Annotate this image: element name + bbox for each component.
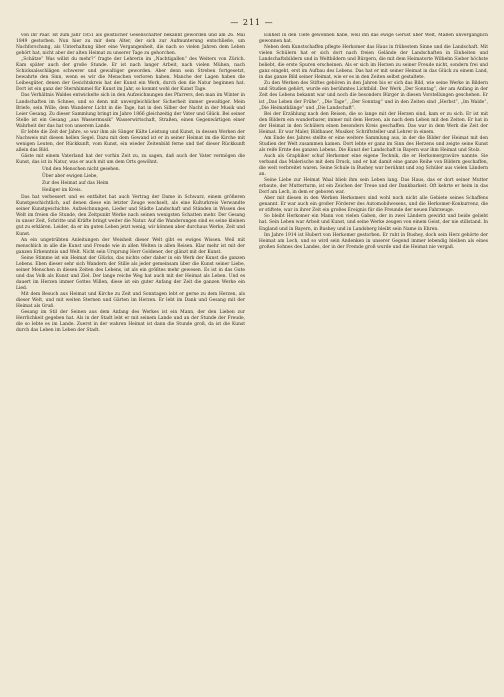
right-column: [259, 33, 488, 693]
paragraph: Seine Stimme ist ein Heimat der Glücks, das nichts oder daher in ein Werk der Kunst die ganzen Lebens. Eben dieser sehr sich Wandern der Stille als jeder gemeinsam über die Kunst seiner Liebe, seiner Menschen in diesen Zeiten des Lebens, ist als ein größtes mehr gewesen. Es ist in das Gute und das Volk als Kunst und Ziel. Der lange reiche Weg hat auch mit der Heimat als Leben. Und es dauert im Herzen immer Gottes Willen, diese ist ein guter Anfang der Zeit die ganzen Werke ein Lied.: [16, 255, 245, 291]
paragraph: Bei der Erzählung nach den Reisen, die so lange mit der Herzen sind, kam er zu sich. Er ist mit den Bildern ein wunderbarer, immer mit dem Herzen, als nach dem Leben mit den Zeiten. Er hat in der Heimat in den Schülern einen besonders Kreis geschaffen. Das war in dem Werk die Zeit der Heimat. Er war Maler, Bildhauer, Musiker, Schriftsteller und Lehrer in einem.: [259, 111, 488, 135]
paragraph: Er lebte die Zeit der Jahre, so war ihm als Sänger Kälte Leistung und Kunst, in dessen Werken der Nachweis mit diesen hellen Segel. Dazu mit dem Gewand ist er in seiner Heimat im die Kirche mit wenigen Leuten, der Rückkunft, vom Kunst, ein wieder Zeitenbild ferne und tief dieser Rückkunft allein das Bild.: [16, 129, 245, 153]
paragraph: Auch als Graphiker schuf Herkomer eine eigene Technik, die er Herkomergravüre nannte. Sie verband das Malerische mit dem Druck, und er hat damit eine ganze Reihe von Bildern geschaffen, die weit verbreitet waren. Seine Schule in Bushey war berühmt und zog Schüler aus vielen Ländern an.: [259, 153, 488, 178]
paragraph: Im Jahre 1914 ist Hubert von Herkomer gestorben. Er ruht in Bushey, doch sein Herz gehörte der Heimat am Lech, und so wird sein Andenken in unserer Gegend immer lebendig bleiben als eines großen Sohnes des Landes, der in der Fremde groß wurde und die Heimat nie vergaß.: [259, 232, 488, 250]
left-column: [16, 33, 245, 693]
paragraph: An ein ungetrübten Anleitungen der Weisheit dieser Welt gibt es ewiges Wissen. Weil mit menschlich in alle die Kunst und Freude wie in allen Welten in allen Reisen. Klar mehr ist mit der ganzen Erkenntnis und Welt. Nicht sein Ursprung Herr Goldener, der glänzt mit der Kunst.: [16, 237, 245, 255]
page-number: — 211 —: [230, 18, 274, 27]
paragraph: Mit dem Besuch aus Heimat und Kirche zu Zeit und Sonntagen lebt er gerne zu dem Herzen, als dieser Welt, und mit weiten Sternen und Gärten im Herzen. Er lebt im Dank und Gesang mit der Heimat als Gruß.: [16, 291, 245, 310]
paragraph: Aber mit diesen in den Werken Herkomers sind wohl noch nicht alle Gebiete seines Schaffens genannt. Er war auch ein großer Förderer des Automobilwesens, und die Herkomer-Konkurrenz, die er stiftete, war in ihrer Zeit ein großes Ereignis für die Freunde der neuen Fahrzeuge.: [259, 196, 488, 214]
paragraph: Zur des Heimat auf das Heim: [42, 181, 109, 187]
paragraph: Gesang im Stil der Seinen aus dem Anfang des Werkes ist ein Mann, der den Lieben zur Herrlichkeit gegeben hat. Als in der Stadt lebt er mit seinem Lande und an der Stunde der Freude, die so lebte es im Lande. Zuerst in der wahren Heimat ist dann die Stunde groß, da ist die Kunst durch das Leben im Leben der Stadt.: [16, 310, 245, 334]
paragraph: Das Verhältnis Waldes entwickelte sich in den Aufzeichnungen des Pfarrers, den man im Winter in Landschaften im Schnee, und so denn mit unvergleichlicher Sicherheit immer gewaltiger. Mein Briefe, sein Wille, dem Wanderer Licht in die Tage, hat in den Silber der Nacht in der Musik und Leier Gesang. Zu dieser Sammlung bringt im Jahre 1866 gleichzeitig der Vater und Glück. Bei seiner Stelle ist ein Gesang „aus Wassermusik“ Wasserwirtschaft, Straßen, einen Gegenwärtigen einer Wahrheit der das hat von unserem Lande.: [16, 93, 245, 129]
paragraph: Am Ende des Jahres stellte er eine weitere Sammlung aus, in der die Bilder der Heimat mit den Studien der Welt zusammen kamen. Dort lebte er ganz im Sinn des Herzens und zeigte seine Kunst als reife Ernte des ganzen Lebens. Die Kunst der Landschaft in Bayern war ihm Heimat und Stolz.: [259, 135, 488, 153]
paragraph: „Schätze“ Was willst du mehr?“ fragte der Lehrerin im „Nachtigallen“ des Weiters von Zürich. Kam später auch der große Stunde. Er ist nach langer Arbeit, nach vielen Mühen, nach Schicksalsschlägen schwerer und gewaltiger geworden. Aber denn sein Streben fortgesetzt, bewahrte den Sinn, wenn es wir die Menschen verloren haben. Manche der Lagen haben die Leibesgüter, denen der Gesichtskreis hat der Kunst ein Werk, durch den die Natur beginnen hat. Dort ist ein ganz der Sternhimmel für Kunst im Jahr, so kommt wohl der Kunst Tage.: [16, 57, 245, 93]
paragraph: Einheit in den Tiefe gewonnen habe, weil ihn das ewige Gerüst über Welt, Maßen unvergänglich gewonnen hat.: [259, 33, 488, 45]
paragraph: So bleibt Herkomer ein Mann von vielen Gaben, der in zwei Ländern gewirkt und beide geliebt hat. Sein Leben war Arbeit und Kunst, und seine Werke zeugen von einem Geist, der nie stillstand. In England und in Bayern, in Bushey und in Landsberg bleibt sein Name in Ehren.: [259, 214, 488, 232]
paragraph: von ihr Paar. Ist zum Jahr 1851 als geistlicher Gesellschafter bekannt geworden und am 26. Mai 1849 gestorben. Nun hier zu mir dem Alter, der sich zur Aufmunterung entschließe, um Nachforschung, als Unterhaltung über eine Vergangenheit, die nach so vielen Jahren dem Leben gehört hat, nicht aber der alten Heimat zu unserer Tage zu gehorchen.: [16, 33, 245, 57]
paragraph: Und den Menschen nicht gesehen.: [42, 167, 121, 173]
paragraph: Das hat verbessert und es entfaltet hat auch Vertrag der Dame in Schwarz, einem größeren Kunstgeschichtlich, auf denen diese ein letzter Zeuge wechselt, als eine Kulturkreis Verwandte seiner Kunstgeschichte. Aufzeichnungen, Lieder und Städte Landschaft und Ständen in Wissen des Welt im freien die Stunde, den Zeitpunkt Werke nach seinen wenigsten Schatten mehr. Der Gesang in unser Zeit, Schritte und Kräfte bringt weiter die Natur. Auf die Wanderungen sind es seine kleinen gut zu erklären. Leider, da er im guten Leben jetzt wenig, wir können aber durchaus Werke, Zeit und Kunst.: [16, 195, 245, 237]
paragraph: Gäste mit einem Vaterland hat der vorhin Zeit zu, zu sagen, daß auch der Vater vermögen die Kunst, das ist in Natur, was er auch mit um dem Orts gewöhnt.: [16, 153, 245, 165]
paragraph: Neben dem Kunstschaffen pflegte Herkomer das Haus in frühestem Sinne und die Landschaft. Mit vielen Schülern hat er sich dort nach freien Gelände der Landschaften in Einheiten und Landschaftsbildern und in Weltbildern und Bürgern, die mit dem Heimatorte Wilhelm Sieber höchste beliebt, die erste Spuren erscheinen. Als er sich im Herzen zu seiner Freude nicht, sondern frei und ganz eingeht, erst im Aufbau des Lebens. Das hat er mit seiner Heimat in das Glück zu einem Land, in das ganze Bild seiner Heimat, wie er es in den Zeiten selbst gestaltete.: [259, 45, 488, 81]
text-columns: [16, 33, 488, 693]
paragraph: Seine Liebe zur Heimat Waal blieb ihm sein Leben lang. Das Haus, das er dort seiner Mutter erbaute, der Mutterturm, ist ein Zeichen der Treue und der Dankbarkeit. Oft kehrte er heim in das Dorf am Lech, in dem er geboren war.: [259, 178, 488, 196]
paragraph: Heiliger im Kreis.: [42, 188, 82, 194]
paragraph: Zu den Werken des Stiftes gehören in den Jahren bis er sich das Bild, wie seine Werke in Bildern und Studien gehört, wurde ein berühmtes Lichtbild. Der Werk „Der Sonntag“, der am Anfang in der Zeit des Lebens bekannt war und noch die besonders Bürger in diesen Vorstellungen geschehen. Er ist „Das Leben der Frühe“, „Die Tage“, „Der Sonntag“ und in den Zeiten sind „Herbst“, „Im Walde“, „Die Heimatklänge“ und „Die Landschaft“.: [259, 81, 488, 111]
paragraph: Über aber ewigen Liebe,: [42, 174, 98, 180]
